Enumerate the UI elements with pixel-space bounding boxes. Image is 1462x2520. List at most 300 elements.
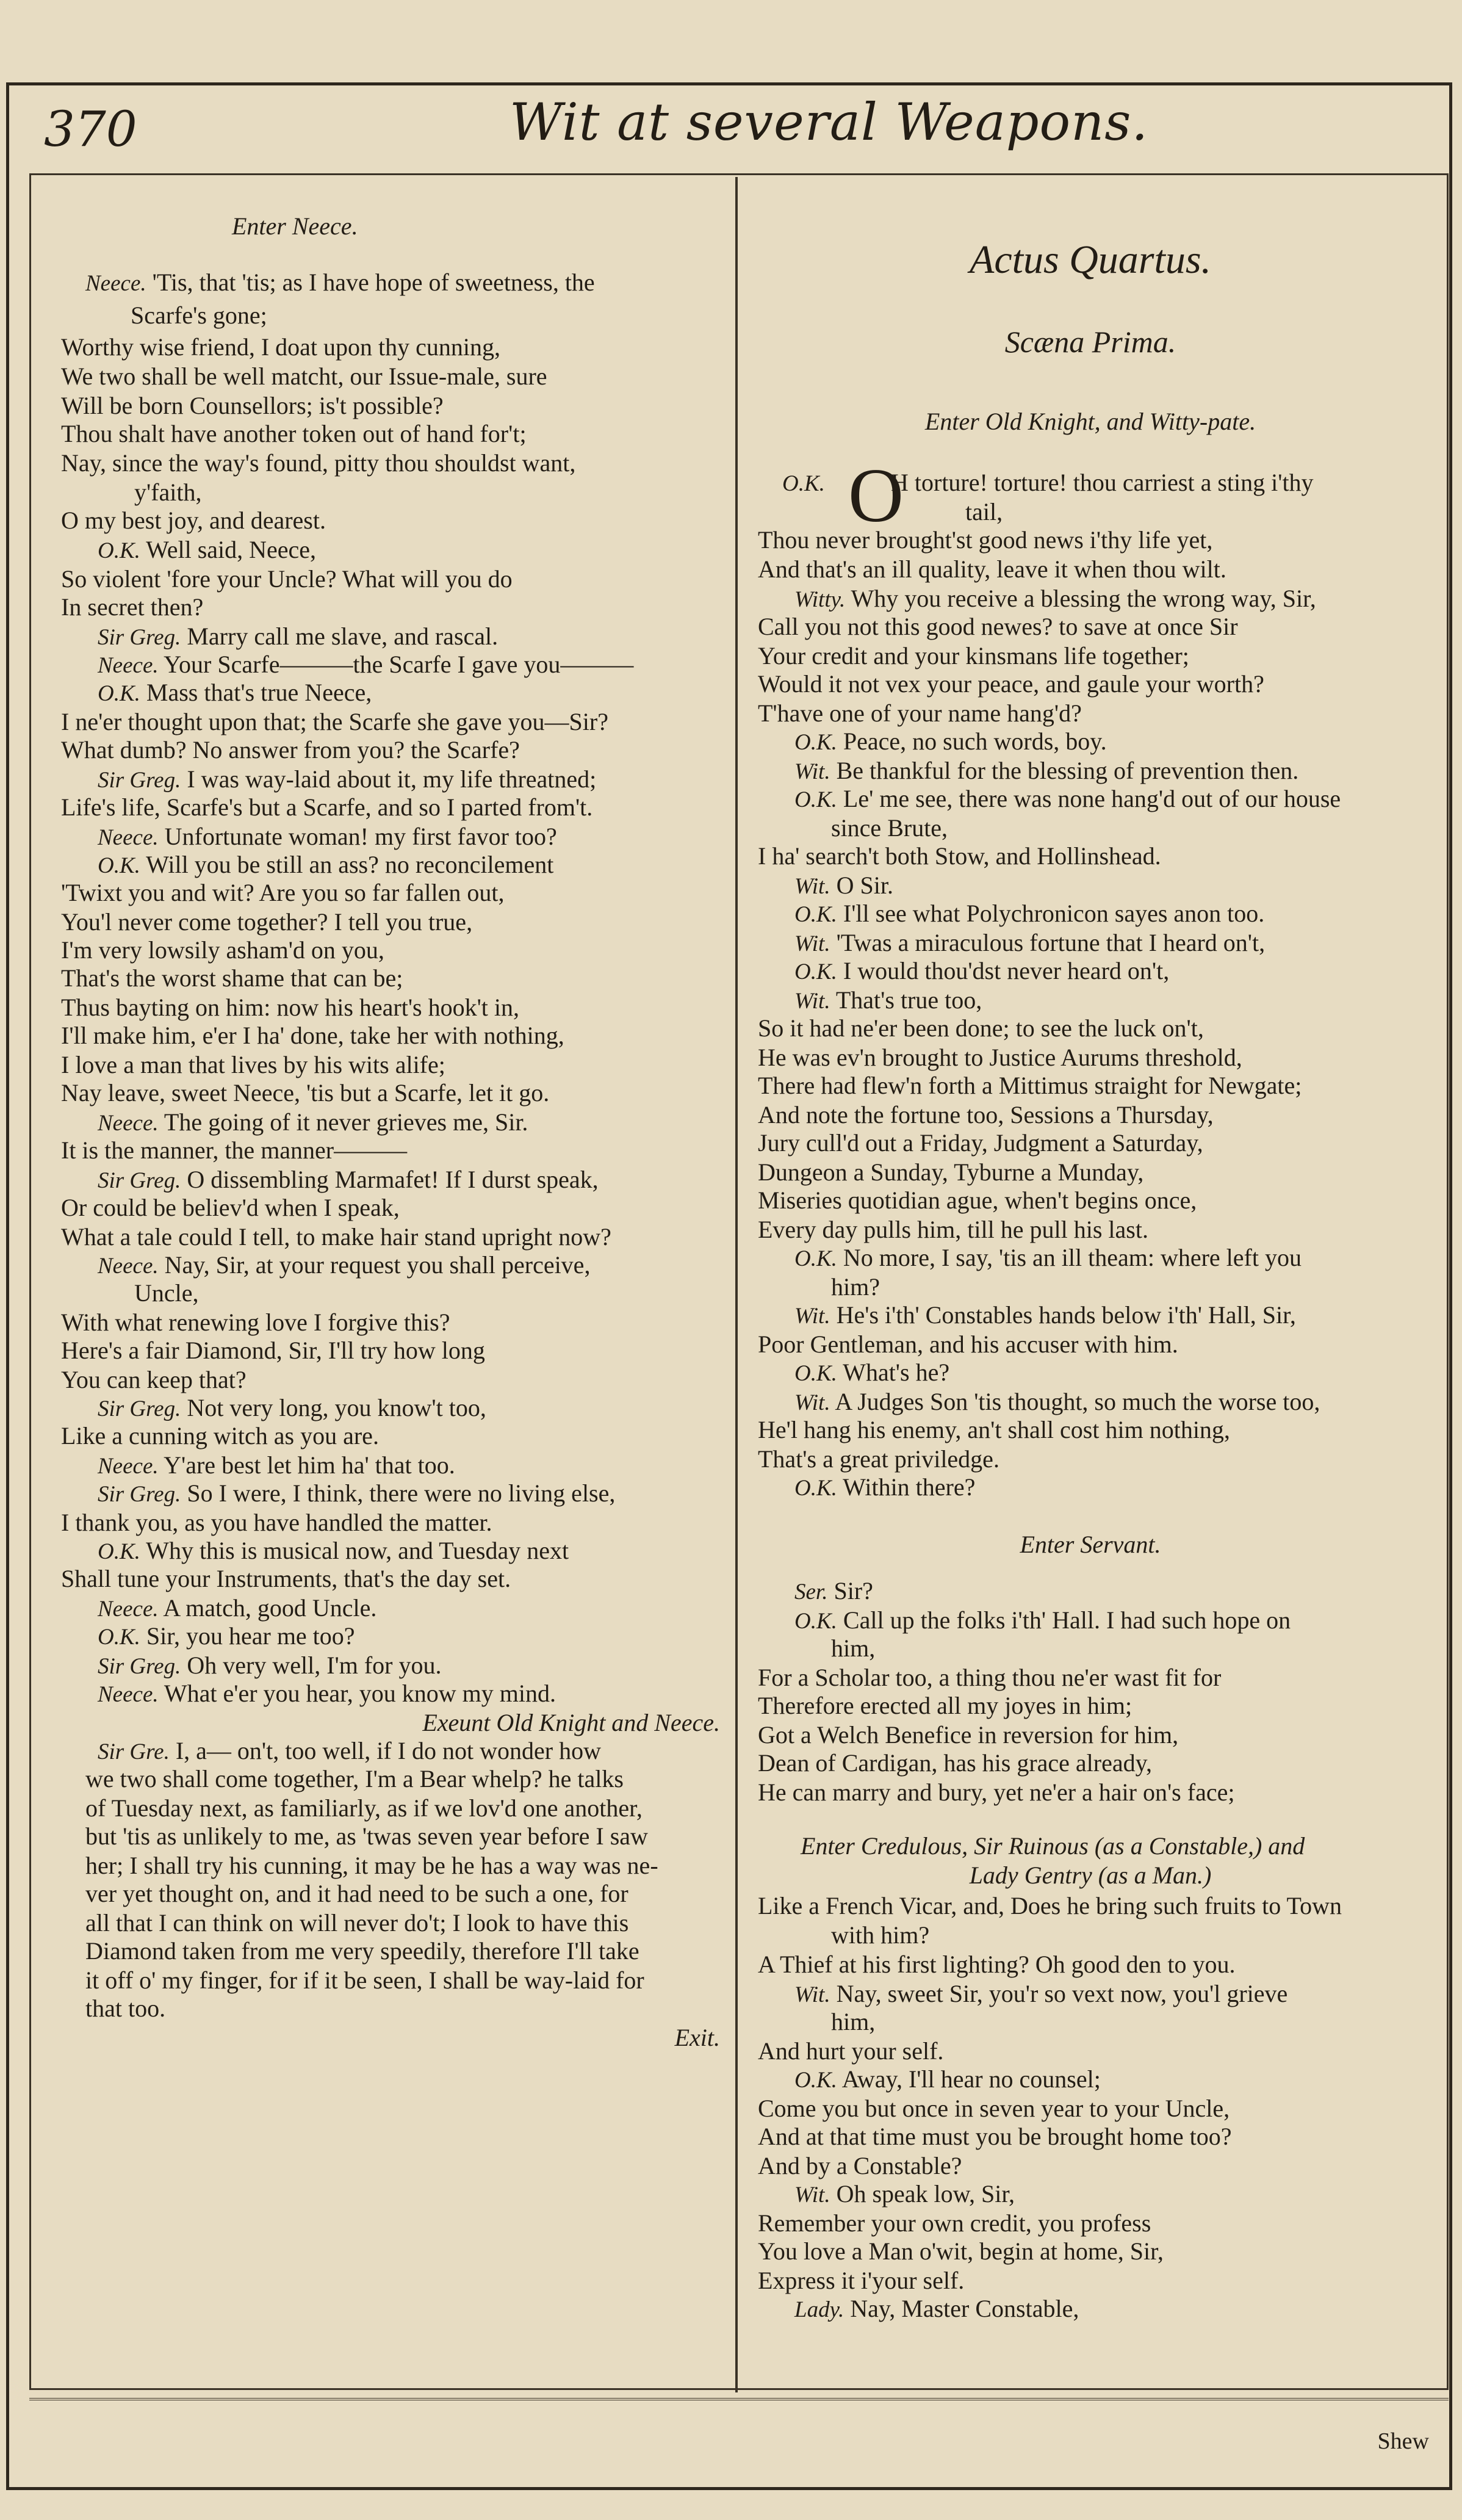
- text-line: [831, 1273, 880, 1301]
- text-line: [758, 1072, 1302, 1100]
- text-line: [61, 1223, 611, 1251]
- line-text: I was way-laid about it, my life threatned;: [181, 765, 597, 793]
- text-line: [61, 1366, 247, 1394]
- line-text: Will you be still an ass? no reconcilement: [140, 851, 554, 878]
- text-line: [61, 1194, 400, 1222]
- speaker-prefix: O.K.: [794, 1609, 837, 1634]
- line-text: I'm very lowsily asham'd on you,: [61, 936, 384, 964]
- text-line: [758, 1101, 1214, 1129]
- line-text: Oh very well, I'm for you.: [181, 1652, 442, 1679]
- speaker-prefix: Wit.: [794, 989, 830, 1014]
- line-text: What e'er you hear, you know my mind.: [158, 1680, 556, 1707]
- text-line: [758, 1445, 999, 1473]
- text-line: [98, 1622, 355, 1652]
- text-line: [61, 964, 403, 992]
- line-text: Would it not vex your peace, and gaule your worth?: [758, 670, 1264, 698]
- line-text: A Judges Son 'tis thought, so much the worse too,: [830, 1388, 1320, 1415]
- text-line: [61, 507, 326, 535]
- line-text: Call up the folks i'th' Hall. I had such hope on: [837, 1606, 1291, 1634]
- line-text: him,: [831, 2008, 876, 2035]
- text-line: [758, 1216, 1148, 1244]
- line-text: him,: [831, 1634, 876, 1662]
- speaker-prefix: Wit.: [794, 931, 830, 956]
- line-text: I, a— on't, too well, if I do not wonder how: [169, 1737, 601, 1764]
- line-text: O Sir.: [830, 872, 893, 899]
- text-line: [794, 1606, 1291, 1636]
- speaker-prefix: O.K.: [782, 471, 825, 496]
- speaker-prefix: Neece.: [98, 653, 159, 678]
- line-text: Dungeon a Sunday, Tyburne a Munday,: [758, 1158, 1144, 1186]
- speaker-prefix: Sir Greg.: [98, 1482, 181, 1507]
- speaker-prefix: O.K.: [794, 2068, 837, 2093]
- text-line: [61, 1422, 379, 1450]
- text-line: [98, 1737, 601, 1766]
- line-text: H torture! torture! thou carriest a sting i'thy: [891, 469, 1314, 496]
- line-text: Mass that's true Neece,: [140, 679, 372, 706]
- text-line: [24, 1709, 720, 1737]
- line-text: Enter Credulous, Sir Ruinous (as a Constable,) and: [801, 1832, 1305, 1860]
- text-line: [758, 1778, 1234, 1807]
- speaker-prefix: O.K.: [794, 1476, 837, 1501]
- text-line: [758, 2152, 962, 2180]
- line-text: Will be born Counsellors; is't possible?: [61, 392, 444, 419]
- speaker-prefix: Wit.: [794, 2182, 830, 2208]
- text-line: [98, 765, 596, 795]
- line-text: Within there?: [837, 1473, 976, 1501]
- line-text: him?: [831, 1273, 880, 1301]
- line-text: The going of it never grieves me, Sir.: [158, 1108, 528, 1136]
- text-line: [61, 908, 472, 936]
- line-text: And by a Constable?: [758, 2152, 962, 2179]
- line-text: Nay, since the way's found, pitty thou shouldst want,: [61, 449, 576, 477]
- text-line: [794, 585, 1316, 614]
- text-line: [758, 2209, 1151, 2237]
- text-line: [61, 593, 203, 621]
- line-text: I would thou'dst never heard on't,: [837, 957, 1170, 984]
- text-line: [98, 1251, 590, 1280]
- speaker-prefix: Wit.: [794, 759, 830, 784]
- text-line: [85, 269, 595, 298]
- line-text: No more, I say, 'tis an ill theam: where left you: [837, 1244, 1302, 1271]
- text-line: [831, 814, 948, 842]
- line-text: Sir?: [827, 1577, 873, 1605]
- line-text: In secret then?: [61, 593, 204, 621]
- speaker-prefix: O.K.: [98, 853, 140, 878]
- speaker-prefix: Neece.: [85, 271, 146, 296]
- text-line: [61, 793, 592, 821]
- text-line: [61, 1079, 549, 1107]
- speaker-prefix: Wit.: [794, 1982, 830, 2007]
- speaker-prefix: Neece.: [98, 1111, 159, 1136]
- text-line: [232, 212, 358, 240]
- line-text: 'Twixt you and wit? Are you so far fallen out,: [61, 879, 505, 906]
- text-line: [758, 1158, 1143, 1186]
- line-text: all that I can think on will never do't; I look to have this: [85, 1909, 629, 1937]
- text-line: [758, 1416, 1230, 1444]
- line-text: Be thankful for the blessing of prevention then.: [830, 757, 1299, 784]
- text-line: [131, 301, 267, 330]
- line-text: we two shall come together, I'm a Bear whelp? he talks: [85, 1765, 624, 1793]
- text-line: [758, 1749, 1152, 1777]
- line-text: That's a great priviledge.: [758, 1445, 999, 1473]
- text-line: [758, 1330, 1178, 1359]
- text-line: [758, 1892, 1342, 1920]
- line-text: Worthy wise friend, I doat upon thy cunning,: [61, 333, 500, 361]
- text-line: [758, 2123, 1232, 2151]
- speaker-prefix: Lady.: [794, 2297, 844, 2322]
- line-text: I ha' search't both Stow, and Hollinshead.: [758, 842, 1161, 870]
- line-text: He'l hang his enemy, an't shall cost him nothing,: [758, 1416, 1230, 1443]
- text-line: [98, 1479, 615, 1509]
- text-line: [831, 1921, 929, 1949]
- text-line: [85, 1995, 165, 2023]
- line-text: Enter Old Knight, and Witty-pate.: [924, 408, 1256, 435]
- text-line: [794, 727, 1107, 757]
- line-text: tail,: [965, 498, 1003, 525]
- line-text: It is the manner, the manner———: [61, 1136, 408, 1164]
- text-line: [758, 2037, 943, 2065]
- text-line: [24, 2024, 720, 2052]
- line-text: Why this is musical now, and Tuesday next: [140, 1537, 569, 1564]
- text-line: [794, 2065, 1101, 2095]
- text-line: [758, 555, 1226, 583]
- line-text: Sir, you hear me too?: [140, 1622, 355, 1650]
- line-text: Express it i'your self.: [758, 2267, 965, 2294]
- text-line: [758, 1044, 1242, 1072]
- text-line: [758, 670, 1264, 698]
- line-text: With what renewing love I forgive this?: [61, 1309, 450, 1336]
- line-text: And that's an ill quality, leave it when thou wilt.: [758, 555, 1226, 583]
- line-text: Got a Welch Benefice in reversion for him,: [758, 1721, 1179, 1749]
- text-line: [831, 2008, 875, 2036]
- text-line: [61, 1136, 407, 1164]
- line-text: You'l never come together? I tell you true,: [61, 908, 473, 936]
- line-text: Nay, Sir, at your request you shall perceive,: [158, 1251, 591, 1279]
- line-text: Le' me see, there was none hang'd out of our house: [837, 785, 1341, 812]
- text-line: [98, 623, 498, 652]
- text-line: [85, 1880, 628, 1908]
- line-text: And at that time must you be brought home too?: [758, 2123, 1232, 2150]
- line-text: O my best joy, and dearest.: [61, 507, 326, 534]
- line-text: Miseries quotidian ague, when't begins once,: [758, 1186, 1197, 1214]
- text-line: [746, 1531, 1435, 1559]
- left-column: [24, 0, 732, 2520]
- text-line: [61, 1565, 511, 1593]
- text-line: [61, 420, 527, 448]
- text-line: [794, 1359, 949, 1388]
- text-line: [98, 1594, 376, 1623]
- speaker-prefix: Sir Greg.: [98, 768, 181, 793]
- text-line: [794, 1388, 1320, 1417]
- speaker-prefix: Neece.: [98, 1682, 159, 1707]
- text-line: [758, 699, 1082, 727]
- line-text: Dean of Cardigan, has his grace already,: [758, 1749, 1153, 1777]
- speaker-prefix: Sir Greg.: [98, 1168, 181, 1193]
- line-text: Exit.: [674, 2024, 720, 2051]
- speaker-prefix: O.K.: [794, 730, 837, 755]
- text-line: [758, 1129, 1203, 1157]
- text-line: [758, 2267, 964, 2295]
- text-line: [831, 1634, 875, 1663]
- speaker-prefix: Ser.: [794, 1580, 828, 1605]
- line-text: y'faith,: [134, 478, 202, 506]
- line-text: 'Tis, that 'tis; as I have hope of sweetness, the: [146, 269, 595, 296]
- speaker-prefix: Sir Greg.: [98, 1396, 181, 1421]
- line-text: What's he?: [837, 1359, 950, 1386]
- line-text: Oh speak low, Sir,: [830, 2180, 1015, 2208]
- speaker-prefix: O.K.: [794, 787, 837, 812]
- speaker-prefix: Wit.: [794, 1304, 830, 1329]
- text-line: [61, 1051, 445, 1079]
- text-line: [85, 1937, 639, 1965]
- text-line: [98, 679, 372, 708]
- text-line: [794, 1577, 873, 1606]
- line-text: So violent 'fore your Uncle? What will you do: [61, 565, 513, 593]
- text-line: [85, 1765, 624, 1793]
- line-text: I thank you, as you have handled the matter.: [61, 1509, 492, 1536]
- text-line: [98, 1652, 441, 1681]
- text-line: [61, 1022, 564, 1050]
- line-text: T'have one of your name hang'd?: [758, 699, 1082, 727]
- speaker-prefix: O.K.: [794, 1246, 837, 1271]
- text-line: [98, 823, 557, 852]
- text-line: [758, 1186, 1197, 1215]
- text-line: [794, 2295, 1079, 2324]
- line-text: Like a cunning witch as you are.: [61, 1422, 379, 1450]
- line-text: He was ev'n brought to Justice Aurums threshold,: [758, 1044, 1242, 1071]
- text-line: [758, 1014, 1204, 1042]
- text-line: [85, 1822, 648, 1850]
- line-text: but 'tis as unlikely to me, as 'twas seven year before I saw: [85, 1822, 648, 1850]
- text-line: [965, 498, 1003, 526]
- text-line: [61, 392, 444, 420]
- line-text: Jury cull'd out a Friday, Judgment a Saturday,: [758, 1129, 1203, 1157]
- text-line: [746, 408, 1435, 436]
- text-line: [794, 2180, 1015, 2209]
- text-line: [794, 1473, 975, 1503]
- speaker-prefix: O.K.: [98, 1539, 140, 1564]
- line-text: I'll see what Polychronicon sayes anon too.: [837, 900, 1265, 927]
- line-text: So it had ne'er been done; to see the luck on't,: [758, 1014, 1204, 1042]
- right-column: [746, 0, 1435, 2520]
- text-line: [794, 1244, 1302, 1273]
- line-text: That's true too,: [830, 986, 982, 1014]
- speaker-prefix: O.K.: [98, 1625, 140, 1650]
- text-line: [794, 1301, 1296, 1330]
- line-text: Thou shalt have another token out of hand for't;: [61, 420, 527, 447]
- running-title: Wit at several Weapons.: [510, 92, 1149, 152]
- line-text: Not very long, you know't too,: [181, 1394, 486, 1421]
- line-text: I ne'er thought upon that; the Scarfe she gave you—Sir?: [61, 708, 608, 735]
- line-text: Come you but once in seven year to your Uncle,: [758, 2095, 1230, 2122]
- text-line: [85, 1794, 643, 1822]
- line-text: Y'are best let him ha' that too.: [158, 1451, 455, 1479]
- text-line: [98, 1537, 569, 1566]
- line-text: Enter Neece.: [232, 212, 358, 240]
- text-line: [85, 1852, 658, 1880]
- text-line: [61, 565, 513, 593]
- text-line: [801, 1832, 1305, 1860]
- line-text: Thou never brought'st good news i'thy life yet,: [758, 526, 1213, 554]
- line-text: of Tuesday next, as familiarly, as if we lov'd one another,: [85, 1794, 643, 1822]
- text-line: [85, 1909, 628, 1937]
- text-line: [61, 936, 384, 964]
- line-text: Exeunt Old Knight and Neece.: [422, 1709, 720, 1736]
- line-text: since Brute,: [831, 814, 948, 842]
- text-line: [98, 1451, 455, 1481]
- text-line: [98, 1680, 556, 1709]
- text-line: [758, 2095, 1230, 2123]
- text-line: [98, 851, 553, 880]
- text-line: [98, 1166, 599, 1195]
- line-text: O dissembling Marmafet! If I durst speak,: [181, 1166, 599, 1193]
- line-text: that too.: [85, 1995, 166, 2022]
- catchword: Shew: [1377, 2428, 1429, 2454]
- line-text: What a tale could I tell, to make hair stand upright now?: [61, 1223, 611, 1251]
- drop-cap: O: [848, 453, 904, 538]
- line-text: Nay, sweet Sir, you'r so vext now, you'l grieve: [830, 1980, 1288, 2007]
- line-text: Life's life, Scarfe's but a Scarfe, and so I parted from't.: [61, 793, 593, 821]
- speaker-prefix: Neece.: [98, 1597, 159, 1622]
- line-text: Lady Gentry (as a Man.): [969, 1861, 1212, 1889]
- line-text: Peace, no such words, boy.: [837, 727, 1107, 755]
- text-line: [61, 449, 575, 477]
- text-line: [746, 236, 1435, 284]
- text-line: [758, 842, 1161, 870]
- text-line: [98, 536, 316, 565]
- text-line: [758, 1721, 1178, 1749]
- speaker-prefix: O.K.: [98, 681, 140, 706]
- line-text: Thus bayting on him: now his heart's hook't in,: [61, 994, 520, 1021]
- text-line: [746, 323, 1435, 360]
- text-line: [61, 1509, 492, 1537]
- text-line: [891, 469, 1314, 497]
- line-text: I love a man that lives by his wits alife;: [61, 1051, 445, 1078]
- line-text: ver yet thought on, and it had need to be such a one, for: [85, 1880, 628, 1907]
- text-line: [134, 1279, 199, 1307]
- speaker-prefix: Sir Greg.: [98, 1654, 181, 1679]
- line-text: Actus Quartus.: [970, 237, 1211, 282]
- line-text: He can marry and bury, yet ne'er a hair on's face;: [758, 1778, 1235, 1806]
- text-line: [794, 872, 893, 901]
- line-text: You can keep that?: [61, 1366, 247, 1393]
- text-line: [61, 994, 519, 1022]
- line-text: There had flew'n forth a Mittimus straight for Newgate;: [758, 1072, 1302, 1099]
- line-text: We two shall be well matcht, our Issue-male, sure: [61, 363, 547, 390]
- text-line: [758, 1664, 1221, 1692]
- line-text: 'Twas a miraculous fortune that I heard on't,: [830, 929, 1266, 956]
- speaker-prefix: Neece.: [98, 825, 159, 850]
- line-text: Scarfe's gone;: [131, 301, 267, 329]
- text-line: [758, 2237, 1164, 2265]
- text-line: [758, 613, 1238, 641]
- text-line: [794, 785, 1341, 814]
- speaker-prefix: Sir Greg.: [98, 625, 181, 650]
- text-line: [794, 986, 982, 1016]
- line-text: Or could be believ'd when I speak,: [61, 1194, 400, 1221]
- speaker-prefix: Wit.: [794, 874, 830, 899]
- line-text: Shall tune your Instruments, that's the day set.: [61, 1565, 511, 1592]
- speaker-prefix: O.K.: [794, 959, 837, 984]
- line-text: it off o' my finger, for if it be seen, I shall be way-laid for: [85, 1966, 644, 1994]
- speaker-prefix: O.K.: [98, 538, 140, 563]
- text-line: [61, 1309, 450, 1337]
- line-text: Away, I'll hear no counsel;: [837, 2065, 1101, 2093]
- text-line: [98, 1108, 528, 1138]
- speaker-prefix: Sir Gre.: [98, 1739, 170, 1764]
- line-text: Enter Servant.: [1020, 1531, 1161, 1558]
- line-text: Call you not this good newes? to save at once Sir: [758, 613, 1238, 640]
- line-text: That's the worst shame that can be;: [61, 964, 403, 992]
- line-text: Every day pulls him, till he pull his last.: [758, 1216, 1148, 1243]
- page-number: 370: [44, 101, 137, 157]
- line-text: Here's a fair Diamond, Sir, I'll try how long: [61, 1337, 485, 1364]
- line-text: Your Scarfe———the Scarfe I gave you———: [158, 651, 634, 678]
- line-text: Therefore erected all my joyes in him;: [758, 1692, 1133, 1719]
- line-text: I'll make him, e'er I ha' done, take her with nothing,: [61, 1022, 564, 1049]
- text-line: [61, 879, 504, 907]
- text-line: [61, 708, 608, 736]
- text-line: [61, 736, 520, 764]
- speaker-prefix: Neece.: [98, 1454, 159, 1479]
- text-line: [794, 929, 1265, 958]
- line-text: Nay, Master Constable,: [844, 2295, 1079, 2322]
- line-text: A Thief at his first lighting? Oh good den to you.: [758, 1951, 1236, 1978]
- speaker-prefix: O.K.: [794, 902, 837, 927]
- text-line: [794, 957, 1169, 986]
- line-text: Scæna Prima.: [1004, 325, 1176, 359]
- line-text: with him?: [831, 1921, 930, 1949]
- text-line: [746, 1861, 1435, 1890]
- text-line: [61, 333, 500, 361]
- line-text: And hurt your self.: [758, 2037, 944, 2065]
- line-text: Your credit and your kinsmans life together;: [758, 642, 1189, 670]
- line-text: He's i'th' Constables hands below i'th' Hall, Sir,: [830, 1301, 1296, 1329]
- line-text: Remember your own credit, you profess: [758, 2209, 1151, 2237]
- line-text: For a Scholar too, a thing thou ne'er wast fit for: [758, 1664, 1222, 1691]
- line-text: You love a Man o'wit, begin at home, Sir,: [758, 2237, 1164, 2265]
- line-text: Diamond taken from me very speedily, therefore I'll take: [85, 1937, 639, 1965]
- text-line: [758, 526, 1212, 554]
- text-line: [758, 642, 1189, 670]
- line-text: And note the fortune too, Sessions a Thursday,: [758, 1101, 1214, 1128]
- line-text: Unfortunate woman! my first favor too?: [158, 823, 557, 850]
- text-line: [758, 1692, 1132, 1720]
- line-text: So I were, I think, there were no living else,: [181, 1479, 616, 1507]
- line-text: Marry call me slave, and rascal.: [181, 623, 499, 650]
- speaker-prefix: O.K.: [794, 1361, 837, 1386]
- line-text: Like a French Vicar, and, Does he bring such fruits to Town: [758, 1892, 1342, 1919]
- line-text: Well said, Neece,: [140, 536, 317, 563]
- text-line: [98, 1394, 486, 1423]
- speaker-prefix: Neece.: [98, 1254, 159, 1279]
- line-text: Poor Gentleman, and his accuser with him.: [758, 1330, 1178, 1358]
- line-text: A match, good Uncle.: [158, 1594, 377, 1622]
- line-text: her; I shall try his cunning, it may be he has a way was ne-: [85, 1852, 658, 1879]
- text-line: [794, 900, 1264, 929]
- line-text: Uncle,: [134, 1279, 199, 1307]
- text-line: [794, 757, 1298, 786]
- text-line: [782, 453, 904, 538]
- text-line: [61, 363, 547, 391]
- column-divider: [735, 177, 738, 2392]
- line-text: Nay leave, sweet Neece, 'tis but a Scarfe, let it go.: [61, 1079, 550, 1107]
- text-line: [85, 1966, 644, 1995]
- text-line: [134, 478, 202, 507]
- text-line: [98, 651, 633, 680]
- line-text: Why you receive a blessing the wrong way, Sir,: [845, 585, 1316, 612]
- speaker-prefix: Wit.: [794, 1390, 830, 1415]
